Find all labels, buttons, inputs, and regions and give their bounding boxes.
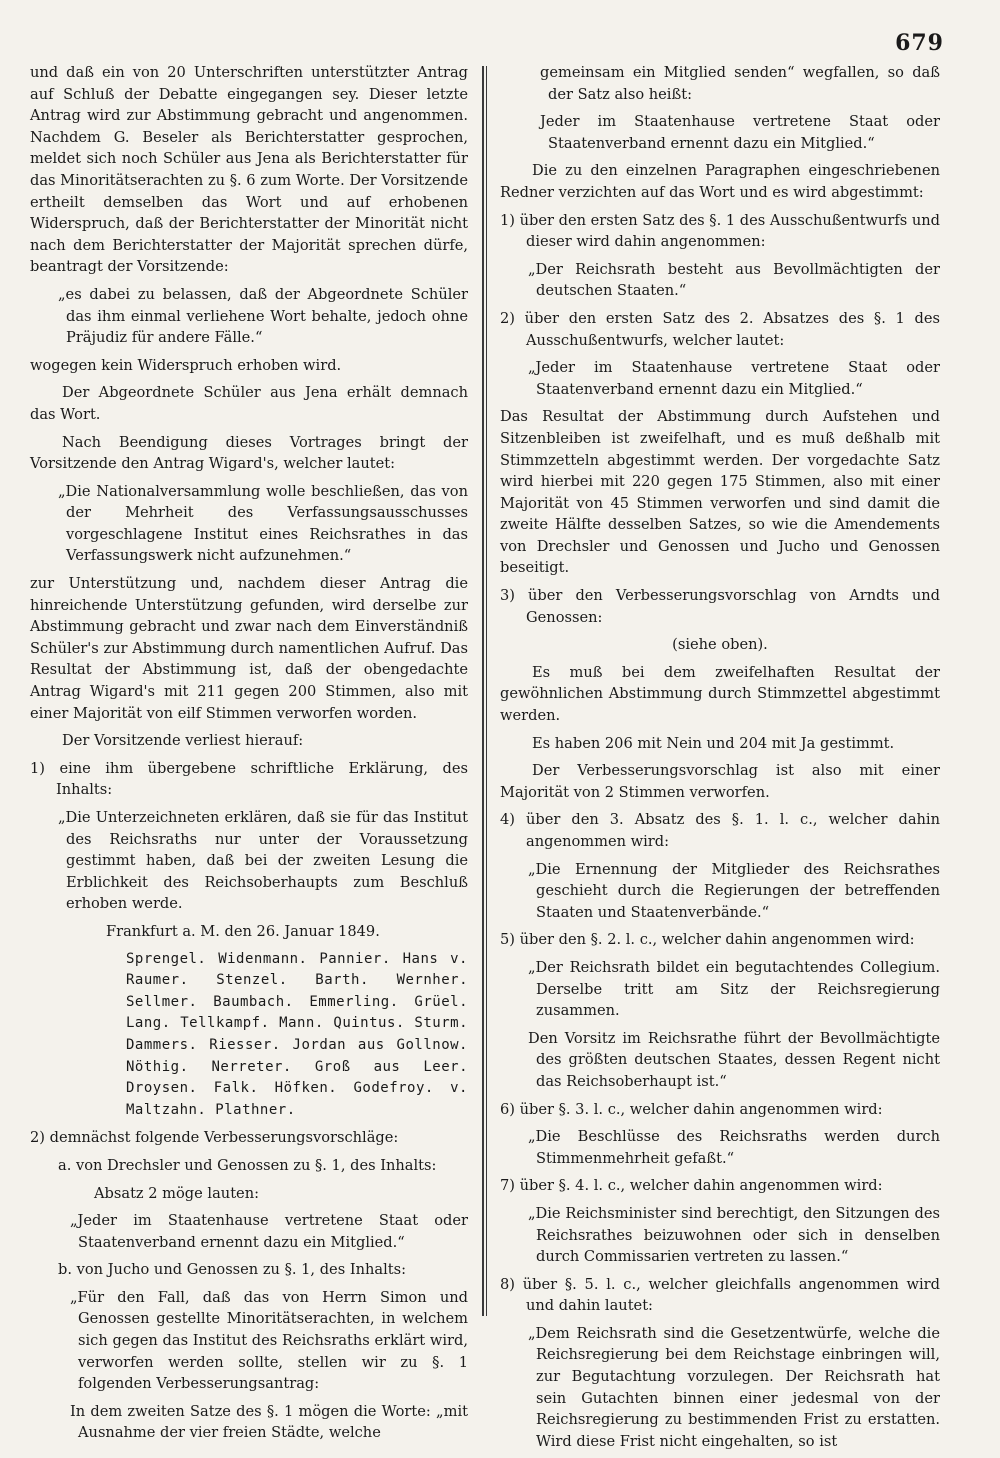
quote: „Dem Reichsrath sind die Gesetzentwürfe, welche die Reichsregierung bei dem Reichstage einbringen will, zur Begutachtung vorzulegen. Der Reichsrath hat sein Gutachten binnen einer jedesmal von der Reichsregierung zu bestimmenden Frist zu erstatten. Wird diese Frist nicht eingehalten, so ist [528, 1324, 940, 1450]
list-item: 4) über den 3. Absatz des §. 1. l. c., welcher dahin angenommen wird: [500, 811, 940, 850]
list-item: 6) über §. 3. l. c., welcher dahin angenommen wird: [500, 1100, 883, 1118]
list-item: 7) über §. 4. l. c., welcher dahin angenommen wird: [500, 1177, 883, 1195]
list-item: 1) über den ersten Satz des §. 1 des Ausschußentwurfs und dieser wird dahin angenommen: [500, 211, 940, 251]
right-column [500, 62, 940, 1458]
list-item: 2) über den ersten Satz des 2. Absatzes des §. 1 des Ausschußentwurfs, welcher lautet: [500, 309, 940, 349]
quote: „Der Reichsrath bildet ein begutachtendes Collegium. Derselbe tritt am Sitz der Reichsregierung zusammen. [528, 958, 940, 1020]
list-item: 5) über den §. 2. l. c., welcher dahin angenommen wird: [500, 931, 915, 949]
paragraph: Nach Beendigung dieses Vortrages bringt der Vorsitzende den Antrag Wigard's, welcher lautet: [30, 433, 468, 473]
quote: „Die Nationalversammlung wolle beschließen, das von der Mehrheit des Verfassungsausschusses vorgeschlagene Institut eines Reichsrathes in das Verfassungswerk nicht aufzunehmen.“ [58, 482, 468, 565]
quote: „Die Reichsminister sind berechtigt, den Sitzungen des Reichsrathes beizuwohnen oder sich in denselben durch Commissarien vertreten zu lassen.“ [528, 1204, 940, 1266]
paragraph: (siehe oben). [672, 636, 768, 654]
quote: „Der Reichsrath besteht aus Bevollmächtigten der deutschen Staaten.“ [528, 260, 940, 300]
list-item: 2) demnächst folgende Verbesserungsvorschläge: [30, 1129, 399, 1147]
list-item: 1) eine ihm übergebene schriftliche Erklärung, des Inhalts: [30, 759, 468, 799]
column-rule [482, 66, 484, 1316]
quote: In dem zweiten Satze des §. 1 mögen die Worte: „mit Ausnahme der vier freien Städte, welche [70, 1402, 468, 1442]
signatures: Sprengel. Widenmann. Pannier. Hans v. Raumer. Stenzel. Barth. Wernher. Sellmer. Baumbach. Emmerling. Grüel. Lang. Tellkampf. Mann. Quintus. Sturm. Dammers. Riesser. Jordan aus Gollnow. Nöthig. Nerreter. Groß aus Leer. Droysen. Falk. Höfken. Godefroy. v. Maltzahn. Plathner. [126, 950, 468, 1118]
paragraph: Die zu den einzelnen Paragraphen eingeschriebenen Redner verzichten auf das Wort und es wird abgestimmt: [500, 162, 940, 201]
paragraph: und daß ein von 20 Unterschriften unterstützter Antrag auf Schluß der Debatte eingegangen sey. Dieser letzte Antrag wird zur Abstimmung gebracht und angenommen. Nachdem G. Beseler als Berichterstatter gesprochen, meldet sich noch Schüler aus Jena als Berichterstatter für das Minoritätserachten zu §. 6 zum Worte. Der Vorsitzende ertheilt demselben das Wort und auf erhobenen Widerspruch, daß der Berichterstatter der Minorität nicht nach dem Berichterstatter der Majorität sprechen dürfe, beantragt der Vorsitzende: [30, 64, 468, 276]
sub-item: a. von Drechsler und Genossen zu §. 1, des Inhalts: [58, 1156, 437, 1174]
quote: gemeinsam ein Mitglied senden“ wegfallen, so daß der Satz also heißt: [540, 64, 940, 103]
paragraph: Der Vorsitzende verliest hierauf: [62, 732, 304, 750]
paragraph: Der Abgeordnete Schüler aus Jena erhält demnach das Wort. [30, 384, 468, 423]
paragraph: Es haben 206 mit Nein und 204 mit Ja gestimmt. [532, 734, 895, 752]
paragraph: wogegen kein Widerspruch erhoben wird. [30, 356, 342, 374]
quote: „Für den Fall, daß das von Herrn Simon und Genossen gestellte Minoritätserachten, in welchem sich gegen das Institut des Reichsraths erklärt wird, verworfen werden sollte, stellen wir zu §. 1 folgenden Verbesserungsantrag: [70, 1288, 468, 1393]
paragraph: zur Unterstützung und, nachdem dieser Antrag die hinreichende Unterstützung gefunden, wird derselbe zur Abstimmung gebracht und zwar nach dem Einverständniß Schüler's zur Abstimmung durch namentlichen Aufruf. Das Resultat der Abstimmung ist, daß der obengedachte Antrag Wigard's mit 211 gegen 200 Stimmen, also mit einer Majorität von eilf Stimmen verworfen worden. [30, 575, 468, 722]
column-rule-thin [486, 66, 487, 1316]
list-item: 3) über den Verbesserungsvorschlag von Arndts und Genossen: [500, 587, 940, 626]
quote: „Die Unterzeichneten erklären, daß sie für das Institut des Reichsraths nur unter der Voraussetzung gestimmt haben, daß bei der zweiten Lesung die Erblichkeit des Reichsoberhaupts zum Beschluß erhoben werde. [58, 809, 468, 913]
signature-date: Frankfurt a. M. den 26. Januar 1849. [106, 922, 380, 940]
paragraph: Das Resultat der Abstimmung durch Aufstehen und Sitzenbleiben ist zweifelhaft, und es muß deßhalb mit Stimmzetteln abgestimmt werden. Der vorgedachte Satz wird hierbei mit 220 gegen 175 Stimmen, also mit einer Majorität von 45 Stimmen verworfen und sind damit die zweite Hälfte desselben Satzes, so wie die Amendements von Drechsler und Genossen und Jucho und Genossen beseitigt. [500, 408, 940, 577]
sub-item: b. von Jucho und Genossen zu §. 1, des Inhalts: [58, 1261, 407, 1279]
paragraph: Der Verbesserungsvorschlag ist also mit einer Majorität von 2 Stimmen verworfen. [500, 762, 940, 801]
quote: „Die Beschlüsse des Reichsraths werden durch Stimmenmehrheit gefaßt.“ [528, 1128, 940, 1167]
quote: „Jeder im Staatenhause vertretene Staat oder Staatenverband ernennt dazu ein Mitglied.“ [70, 1212, 468, 1251]
quote: „Die Ernennung der Mitglieder des Reichsrathes geschieht durch die Regierungen der betreffenden Staaten und Staatenverbände.“ [528, 860, 940, 921]
paragraph: Absatz 2 möge lauten: [94, 1184, 260, 1202]
quote: Jeder im Staatenhause vertretene Staat oder Staatenverband ernennt dazu ein Mitglied.“ [540, 113, 940, 152]
quote: „Jeder im Staatenhause vertretene Staat oder Staatenverband ernennt dazu ein Mitglied.“ [528, 359, 940, 398]
quote: „es dabei zu belassen, daß der Abgeordnete Schüler das ihm einmal verliehene Wort behalte, jedoch ohne Präjudiz für andere Fälle.“ [58, 285, 468, 347]
list-item: 8) über §. 5. l. c., welcher gleichfalls angenommen wird und dahin lautet: [500, 1275, 940, 1315]
quote: Den Vorsitz im Reichsrathe führt der Bevollmächtigte des größten deutschen Staates, dessen Regent nicht das Reichsoberhaupt ist.“ [528, 1029, 940, 1090]
page-number: 679 [895, 30, 944, 56]
left-column [30, 62, 468, 1450]
paragraph: Es muß bei dem zweifelhaften Resultat der gewöhnlichen Abstimmung durch Stimmzettel abgestimmt werden. [500, 663, 940, 725]
